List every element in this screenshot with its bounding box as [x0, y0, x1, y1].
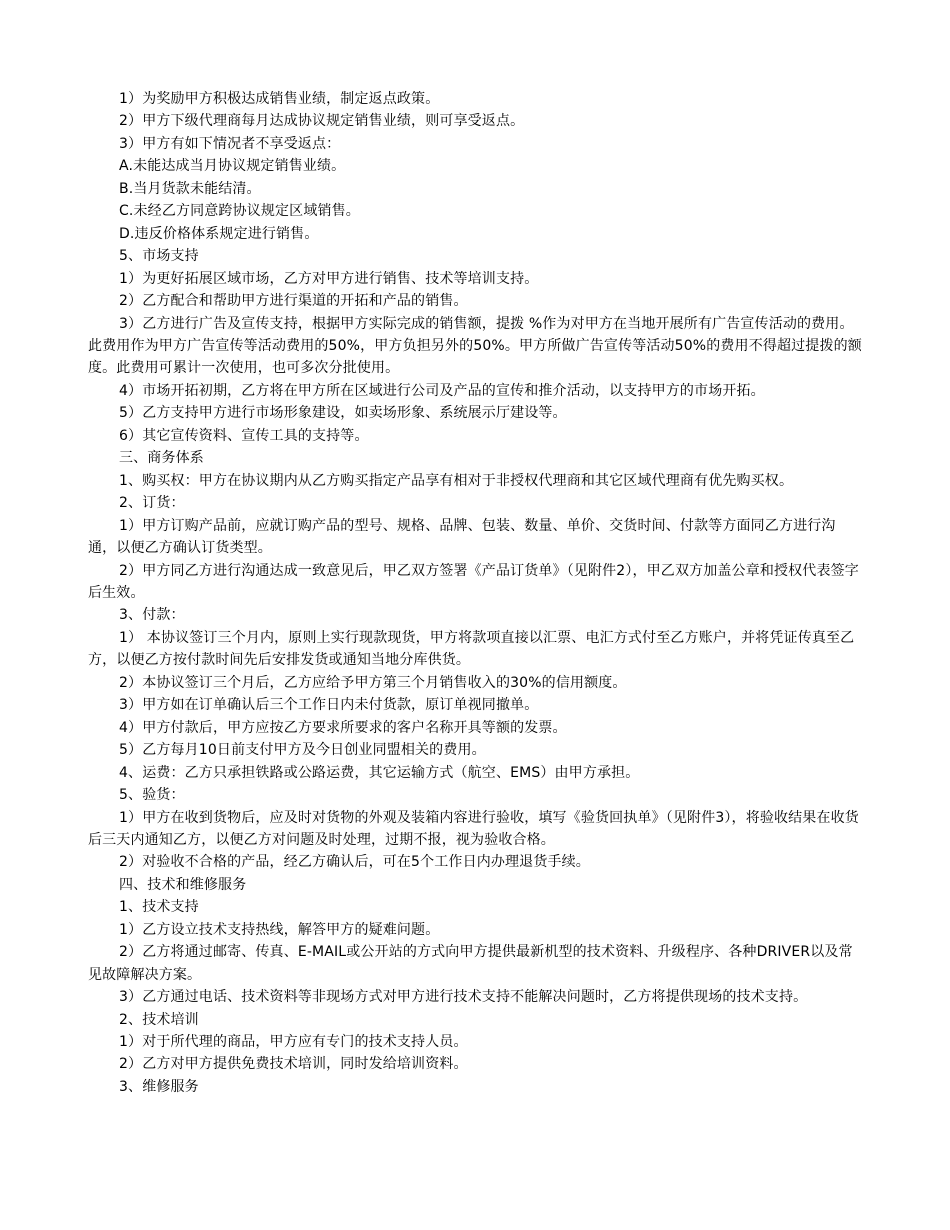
subheading-payment: 3、付款：	[119, 607, 185, 624]
paragraph-purchase-right: 1、购买权：甲方在协议期内从乙方购买指定产品享有相对于非授权代理商和其它区域代理商有优先购买权。	[119, 472, 794, 489]
paragraph-payment-cancel: 3）甲方如在订单确认后三个工作日内未付货款，原订单视同撤单。	[119, 697, 539, 714]
paragraph-support-onsite: 3）乙方通过电话、技术资料等非现场方式对甲方进行技术支持不能解决问题时，乙方将提供现场的技术支持。	[119, 989, 808, 1006]
paragraph-training-free: 2）乙方对甲方提供免费技术培训，同时发给培训资料。	[119, 1056, 468, 1073]
paragraph-market-channel: 2）乙方配合和帮助甲方进行渠道的开拓和产品的销售。	[119, 293, 468, 310]
paragraph-market-advertising: 3）乙方进行广告及宣传支持，根据甲方实际完成的销售额，提拨 %作为对甲方在当地开展所有广告宣传活动的费用。此费用作为甲方广告宣传等活动费用的50%，甲方负担另外的50%。甲方所做广告宣传等活动50%的费用不得超过提拨的额度。此费用可累计一次使用，也可多次分批使用。	[88, 315, 862, 377]
paragraph-market-image: 5）乙方支持甲方进行市场形象建设，如卖场形象、系统展示厅建设等。	[119, 405, 567, 422]
paragraph-inspection-return: 2）对验收不合格的产品，经乙方确认后，可在5个工作日内办理退货手续。	[119, 854, 590, 871]
paragraph-rebate-eligibility: 2）甲方下级代理商每月达成协议规定销售业绩，则可享受返点。	[119, 113, 525, 130]
paragraph-exclusion-d: D.违反价格体系规定进行销售。	[119, 225, 319, 242]
paragraph-payment-invoice: 4）甲方付款后，甲方应按乙方要求所要求的客户名称开具等额的发票。	[119, 719, 567, 736]
paragraph-inspection-receipt: 1）甲方在收到货物后，应及时对货物的外观及装箱内容进行验收，填写《验货回执单》（见附件3），将验收结果在收货后三天内通知乙方，以便乙方对问题及时处理，过期不报，视为验收合格。	[88, 809, 859, 848]
document-body	[88, 88, 863, 1098]
subheading-ordering: 2、订货：	[119, 495, 185, 512]
paragraph-support-hotline: 1）乙方设立技术支持热线，解答甲方的疑难问题。	[119, 921, 440, 938]
subheading-repair-service: 3、维修服务	[119, 1078, 199, 1095]
paragraph-exclusion-a: A.未能达成当月协议规定销售业绩。	[119, 158, 346, 175]
paragraph-rebate-exclusions: 3）甲方有如下情况者不享受返点：	[119, 135, 341, 152]
paragraph-training-staff: 1）对于所代理的商品，甲方应有专门的技术支持人员。	[119, 1034, 468, 1051]
paragraph-exclusion-c: C.未经乙方同意跨协议规定区域销售。	[119, 203, 360, 220]
paragraph-freight: 4、运费：乙方只承担铁路或公路运费，其它运输方式（航空、EMS）由甲方承担。	[119, 764, 640, 781]
paragraph-rebate-purpose: 1）为奖励甲方积极达成销售业绩，制定返点政策。	[119, 91, 440, 107]
section-heading-market-support: 5、市场支持	[119, 248, 199, 265]
paragraph-market-materials: 6）其它宣传资料、宣传工具的支持等。	[119, 427, 369, 444]
subheading-technical-support: 1、技术支持	[119, 899, 199, 916]
paragraph-exclusion-b: B.当月货款未能结清。	[119, 180, 261, 197]
subheading-inspection: 5、验货：	[119, 787, 185, 804]
paragraph-market-training: 1）为更好拓展区域市场，乙方对甲方进行销售、技术等培训支持。	[119, 270, 539, 287]
section-heading-business-system: 三、商务体系	[119, 450, 204, 467]
paragraph-payment-cash: 1） 本协议签订三个月内，原则上实行现款现货，甲方将款项直接以汇票、电汇方式付至乙方账户，并将凭证传真至乙方，以便乙方按付款时间先后安排发货或通知当地分库供货。	[88, 629, 855, 669]
paragraph-ordering-agreement: 2）甲方同乙方进行沟通达成一致意见后，甲乙双方签署《产品订货单》（见附件2），甲乙双方加盖公章和授权代表签字后生效。	[88, 562, 859, 601]
paragraph-ordering-communication: 1）甲方订购产品前，应就订购产品的型号、规格、品牌、包装、数量、单价、交货时间、付款等方面同乙方进行沟通，以便乙方确认订货类型。	[88, 517, 836, 557]
paragraph-market-promotion: 4）市场开拓初期，乙方将在甲方所在区域进行公司及产品的宣传和推介活动，以支持甲方的市场开拓。	[119, 382, 765, 399]
paragraph-payment-fees: 5）乙方每月10日前支付甲方及今日创业同盟相关的费用。	[119, 742, 486, 759]
section-heading-technical-service: 四、技术和维修服务	[119, 876, 247, 893]
paragraph-payment-credit: 2）本协议签订三个月后，乙方应给予甲方第三个月销售收入的30%的信用额度。	[119, 674, 627, 691]
subheading-technical-training: 2、技术培训	[119, 1011, 199, 1028]
paragraph-support-resources: 2）乙方将通过邮寄、传真、E-MAIL或公开站的方式向甲方提供最新机型的技术资料、升级程序、各种DRIVER以及常见故障解决方案。	[88, 944, 853, 983]
